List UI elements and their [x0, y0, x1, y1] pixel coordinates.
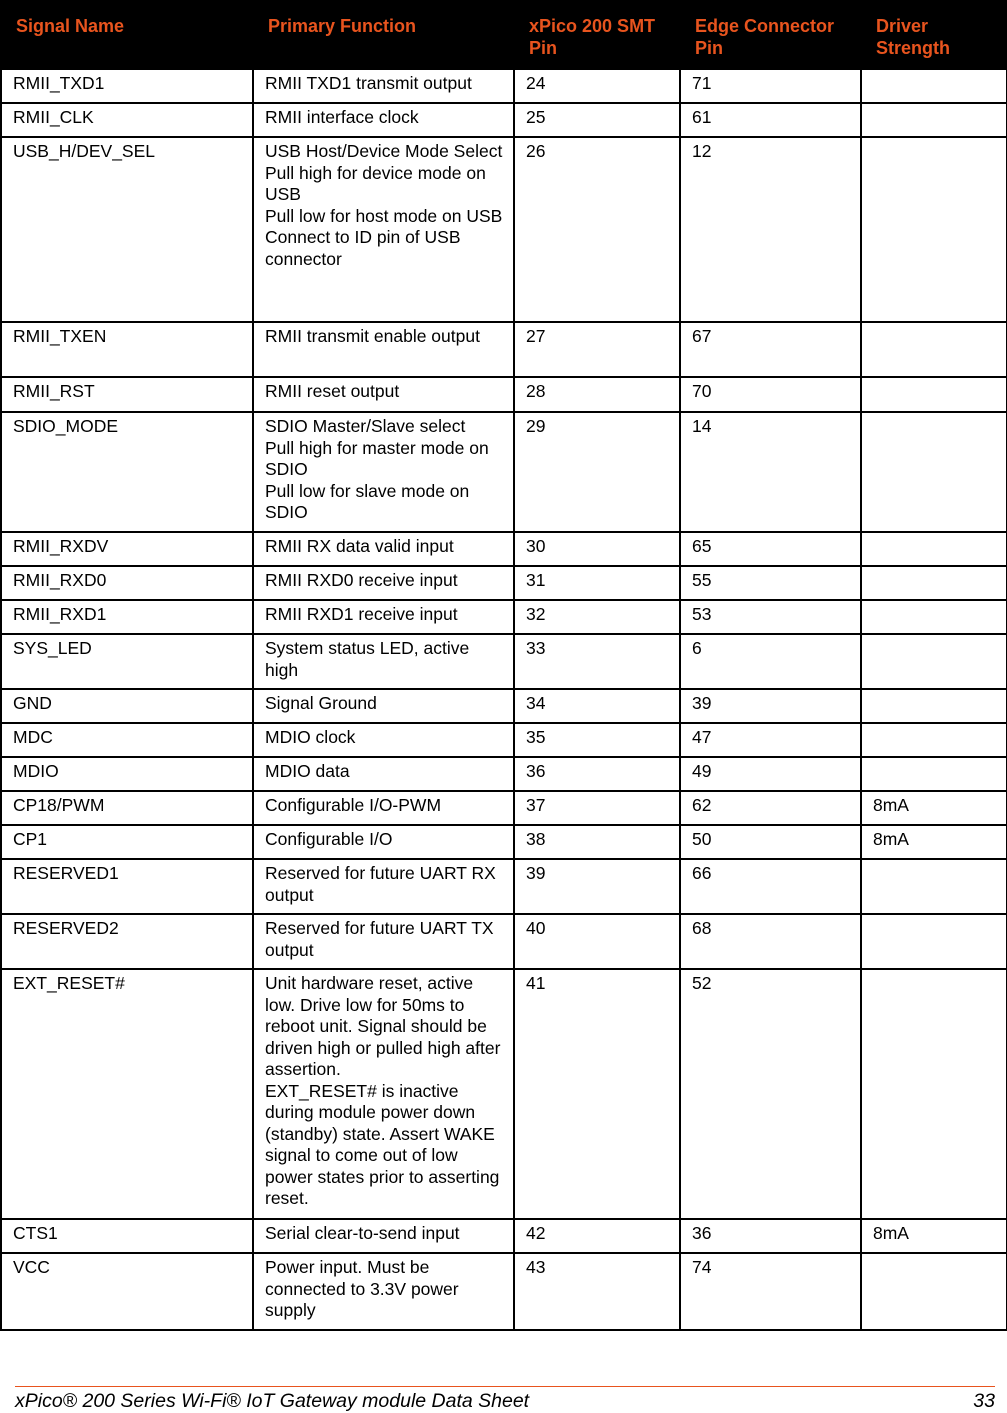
primary-function-cell [253, 137, 514, 322]
smt-pin-cell: 33 [514, 634, 680, 689]
signal-name-cell: CP1 [1, 825, 253, 859]
function-line: RMII RX data valid input [265, 536, 454, 556]
function-line: Configurable I/O-PWM [265, 795, 442, 815]
driver-strength-cell [861, 412, 1007, 532]
header-signal-name: Signal Name [1, 1, 253, 69]
table-row [1, 69, 1007, 103]
driver-strength-cell: 8mA [861, 791, 1007, 825]
edge-pin-cell: 36 [680, 1219, 861, 1253]
primary-function-cell [253, 412, 514, 532]
header-smt-pin: xPico 200 SMT Pin [514, 1, 680, 69]
primary-function-cell [253, 600, 514, 634]
page-number: 33 [973, 1390, 995, 1412]
function-line: Serial clear-to-send input [265, 1223, 460, 1243]
smt-pin-cell: 25 [514, 103, 680, 137]
function-line: Signal Ground [265, 693, 377, 713]
edge-pin-cell: 70 [680, 377, 861, 412]
function-line: USB Host/Device Mode Select [265, 141, 503, 161]
smt-pin-cell: 39 [514, 859, 680, 914]
edge-pin-cell: 71 [680, 69, 861, 103]
primary-function-cell [253, 103, 514, 137]
signal-name-cell: SYS_LED [1, 634, 253, 689]
function-line: MDIO data [265, 761, 350, 781]
smt-pin-cell: 38 [514, 825, 680, 859]
driver-strength-cell [861, 137, 1007, 322]
smt-pin-cell: 36 [514, 757, 680, 791]
table-row [1, 532, 1007, 566]
signal-name-cell: RMII_CLK [1, 103, 253, 137]
driver-strength-cell [861, 1253, 1007, 1330]
driver-strength-cell [861, 322, 1007, 377]
table-row [1, 689, 1007, 723]
driver-strength-cell [861, 757, 1007, 791]
function-line: RMII reset output [265, 381, 400, 401]
smt-pin-cell: 30 [514, 532, 680, 566]
smt-pin-cell: 29 [514, 412, 680, 532]
table-row [1, 412, 1007, 532]
table-row [1, 825, 1007, 859]
primary-function-cell [253, 377, 514, 412]
function-line: Pull low for host mode on USB [265, 205, 503, 226]
smt-pin-cell: 26 [514, 137, 680, 322]
table-row [1, 859, 1007, 914]
function-line: Pull high for device mode on USB [265, 162, 486, 204]
driver-strength-cell [861, 69, 1007, 103]
primary-function-cell [253, 859, 514, 914]
function-line: Reserved for future UART RX output [265, 863, 496, 905]
primary-function-cell [253, 757, 514, 791]
primary-function-cell [253, 723, 514, 757]
header-edge-connector-pin: Edge Connector Pin [680, 1, 861, 69]
table-row [1, 791, 1007, 825]
primary-function-cell [253, 532, 514, 566]
function-line: EXT_RESET# is inactive during module power down (standby) state. Assert WAKE signal to come out of low power states prior to asserting reset. [265, 1080, 500, 1208]
function-line: RMII transmit enable output [265, 326, 480, 346]
function-line: Unit hardware reset, active low. Drive low for 50ms to reboot unit. Signal should be driven high or pulled high after assertion. [265, 973, 501, 1079]
function-line: RMII TXD1 transmit output [265, 73, 472, 93]
primary-function-cell [253, 689, 514, 723]
primary-function-cell [253, 1253, 514, 1330]
signal-name-cell: RMII_RST [1, 377, 253, 412]
function-line: SDIO Master/Slave select [265, 416, 466, 436]
signal-name-cell: RESERVED1 [1, 859, 253, 914]
driver-strength-cell [861, 723, 1007, 757]
edge-pin-cell: 62 [680, 791, 861, 825]
smt-pin-cell: 43 [514, 1253, 680, 1330]
signal-name-cell: RMII_RXD1 [1, 600, 253, 634]
edge-pin-cell: 74 [680, 1253, 861, 1330]
signal-name-cell: VCC [1, 1253, 253, 1330]
driver-strength-cell [861, 103, 1007, 137]
function-line: RMII interface clock [265, 107, 419, 127]
signal-name-cell: GND [1, 689, 253, 723]
smt-pin-cell: 28 [514, 377, 680, 412]
function-line: Reserved for future UART TX output [265, 918, 494, 960]
signal-name-cell: RMII_RXD0 [1, 566, 253, 600]
edge-pin-cell: 49 [680, 757, 861, 791]
smt-pin-cell: 42 [514, 1219, 680, 1253]
primary-function-cell [253, 914, 514, 969]
edge-pin-cell: 55 [680, 566, 861, 600]
edge-pin-cell: 68 [680, 914, 861, 969]
driver-strength-cell [861, 689, 1007, 723]
signal-name-cell: MDC [1, 723, 253, 757]
signal-name-cell: RMII_TXD1 [1, 69, 253, 103]
table-row [1, 723, 1007, 757]
function-line: Pull high for master mode on SDIO [265, 437, 489, 479]
function-line: MDIO clock [265, 727, 356, 747]
table-row [1, 600, 1007, 634]
primary-function-cell [253, 825, 514, 859]
table-row [1, 634, 1007, 689]
header-driver-strength: Driver Strength [861, 1, 1007, 69]
driver-strength-cell [861, 600, 1007, 634]
smt-pin-cell: 34 [514, 689, 680, 723]
primary-function-cell [253, 634, 514, 689]
signal-name-cell: RMII_TXEN [1, 322, 253, 377]
table-row [1, 103, 1007, 137]
edge-pin-cell: 65 [680, 532, 861, 566]
primary-function-cell [253, 969, 514, 1219]
edge-pin-cell: 6 [680, 634, 861, 689]
smt-pin-cell: 40 [514, 914, 680, 969]
edge-pin-cell: 61 [680, 103, 861, 137]
driver-strength-cell [861, 859, 1007, 914]
table-body [1, 69, 1007, 1330]
table-row [1, 566, 1007, 600]
edge-pin-cell: 50 [680, 825, 861, 859]
driver-strength-cell [861, 634, 1007, 689]
driver-strength-cell: 8mA [861, 1219, 1007, 1253]
signal-name-cell: CTS1 [1, 1219, 253, 1253]
driver-strength-cell: 8mA [861, 825, 1007, 859]
smt-pin-cell: 37 [514, 791, 680, 825]
function-line: RMII RXD1 receive input [265, 604, 458, 624]
signal-name-cell: RMII_RXDV [1, 532, 253, 566]
driver-strength-cell [861, 377, 1007, 412]
edge-pin-cell: 39 [680, 689, 861, 723]
table-row [1, 914, 1007, 969]
smt-pin-cell: 41 [514, 969, 680, 1219]
footer-title: xPico® 200 Series Wi-Fi® IoT Gateway module Data Sheet [15, 1390, 530, 1412]
edge-pin-cell: 47 [680, 723, 861, 757]
smt-pin-cell: 32 [514, 600, 680, 634]
signal-name-cell: RESERVED2 [1, 914, 253, 969]
driver-strength-cell [861, 914, 1007, 969]
function-line: Configurable I/O [265, 829, 393, 849]
smt-pin-cell: 31 [514, 566, 680, 600]
table-row [1, 1253, 1007, 1330]
function-line: RMII RXD0 receive input [265, 570, 458, 590]
primary-function-cell [253, 1219, 514, 1253]
primary-function-cell [253, 69, 514, 103]
table-row [1, 1219, 1007, 1253]
edge-pin-cell: 67 [680, 322, 861, 377]
primary-function-cell [253, 322, 514, 377]
function-line: Pull low for slave mode on SDIO [265, 480, 470, 522]
table-row [1, 969, 1007, 1219]
edge-pin-cell: 66 [680, 859, 861, 914]
primary-function-cell [253, 566, 514, 600]
driver-strength-cell [861, 566, 1007, 600]
function-line: Connect to ID pin of USB connector [265, 227, 461, 269]
header-primary-function: Primary Function [253, 1, 514, 69]
table-row [1, 757, 1007, 791]
signal-name-cell: SDIO_MODE [1, 412, 253, 532]
primary-function-cell [253, 791, 514, 825]
table-row [1, 322, 1007, 377]
signal-name-cell: MDIO [1, 757, 253, 791]
edge-pin-cell: 14 [680, 412, 861, 532]
smt-pin-cell: 35 [514, 723, 680, 757]
table-row [1, 137, 1007, 322]
driver-strength-cell [861, 532, 1007, 566]
driver-strength-cell [861, 969, 1007, 1219]
edge-pin-cell: 52 [680, 969, 861, 1219]
edge-pin-cell: 53 [680, 600, 861, 634]
signal-name-cell: EXT_RESET# [1, 969, 253, 1219]
function-line: Power input. Must be connected to 3.3V power supply [265, 1257, 459, 1320]
smt-pin-cell: 27 [514, 322, 680, 377]
smt-pin-cell: 24 [514, 69, 680, 103]
function-line: System status LED, active high [265, 638, 470, 680]
edge-pin-cell: 12 [680, 137, 861, 322]
table-row [1, 377, 1007, 412]
table-header-row [1, 1, 1007, 69]
signal-name-cell: CP18/PWM [1, 791, 253, 825]
page-footer [15, 1386, 995, 1413]
signal-name-cell: USB_H/DEV_SEL [1, 137, 253, 322]
